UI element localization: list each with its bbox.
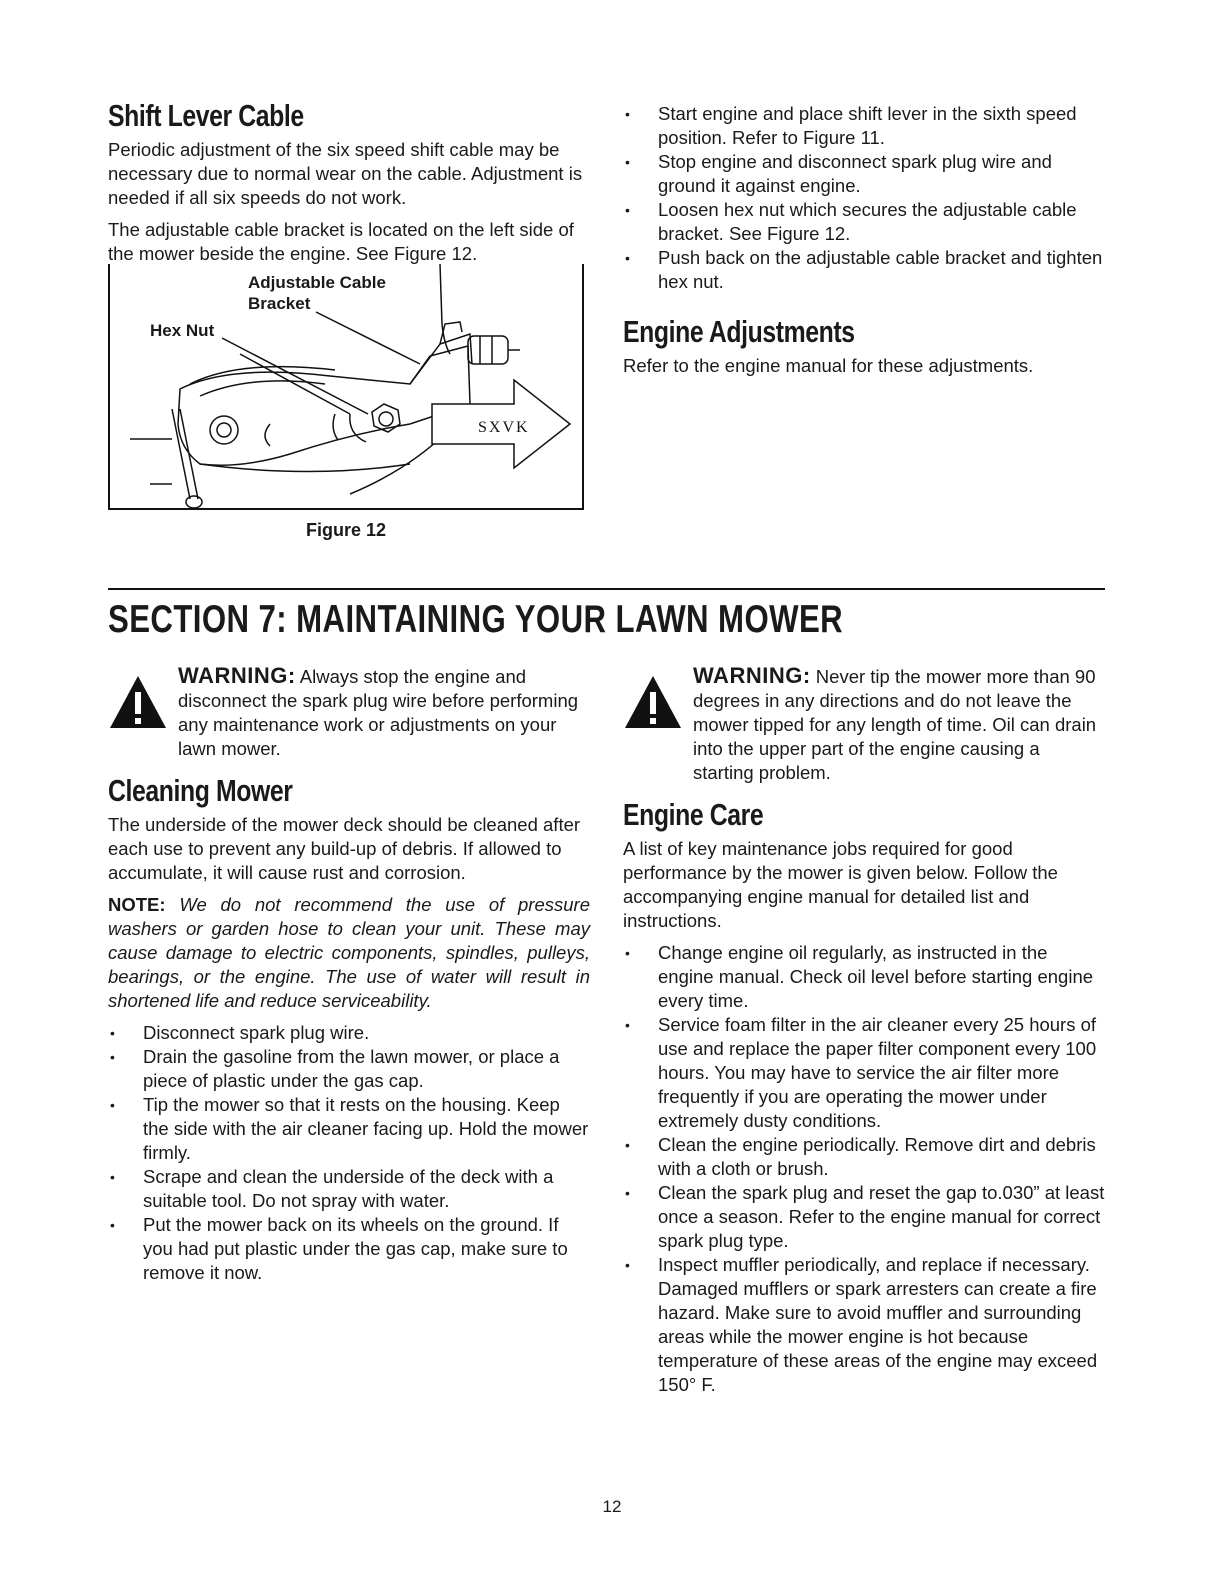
warning-triangle-icon (108, 674, 168, 730)
list-item: • Disconnect spark plug wire. (108, 1021, 590, 1045)
note-text: We do not recommend the use of pressure washers or garden hose to clean your unit. These may cause damage to electric components, spindles, pulleys, bearings, or the engine. The use of water will result in shortened life and reduce serviceability. (108, 894, 590, 1011)
warning-right (623, 664, 1105, 785)
label-hex-nut: Hex Nut (150, 321, 215, 340)
list-item: • Start engine and place shift lever in the sixth speed position. Refer to Figure 11. (623, 102, 1105, 150)
engine-care-heading: Engine Care (623, 797, 764, 832)
shift-steps-section (623, 102, 1105, 386)
section-title: SECTION 7: MAINTAINING YOUR LAWN MOWER (108, 598, 844, 641)
note-label: NOTE: (108, 894, 166, 915)
shift-cable-para2: The adjustable cable bracket is located on the left side of the mower beside the engine. See Figure 12. (108, 219, 574, 264)
section-divider (108, 588, 1105, 590)
label-adjustable-cable-bracket: Adjustable Cable Bracket (248, 273, 386, 313)
engine-care-list (623, 941, 1105, 1397)
figure-caption: Figure 12 (305, 520, 387, 540)
shift-steps-list (623, 102, 1105, 294)
list-item: • Put the mower back on its wheels on the ground. If you had put plastic under the gas cap, make sure to remove it now. (108, 1213, 590, 1285)
list-item: • Scrape and clean the underside of the deck with a suitable tool. Do not spray with water. (108, 1165, 590, 1213)
figure-12 (108, 264, 584, 510)
engine-adjustments-text: Refer to the engine manual for these adjustments. (623, 355, 1034, 376)
warning-text: Always stop the engine and disconnect the spark plug wire before performing any maintenance work or adjustments on your lawn mower. (178, 666, 579, 759)
right-lower-column (623, 664, 1105, 1397)
shift-cable-heading: Shift Lever Cable (108, 98, 304, 133)
page-number: 12 (602, 1497, 622, 1516)
list-item: • Push back on the adjustable cable bracket and tighten hex nut. (623, 246, 1105, 294)
list-item: • Clean the spark plug and reset the gap to.030” at least once a season. Refer to the engine manual for correct spark plug type. (623, 1181, 1105, 1253)
list-item: • Stop engine and disconnect spark plug wire and ground it against engine. (623, 150, 1105, 198)
warning-label: WARNING: (178, 663, 296, 688)
list-item: • Clean the engine periodically. Remove dirt and debris with a cloth or brush. (623, 1133, 1105, 1181)
list-item: • Inspect muffler periodically, and replace if necessary. Damaged mufflers or spark arresters can create a fire hazard. Make sure to avoid muffler and surrounding areas while the mower engine is hot because temperature of these areas of the engine may exceed 150° F. (623, 1253, 1105, 1397)
warning-triangle-icon (623, 674, 683, 730)
arrow-text: SXVK (478, 419, 530, 436)
shift-cable-para1: Periodic adjustment of the six speed shift cable may be necessary due to normal wear on the cable. Adjustment is needed if all six speeds do not work. (108, 139, 583, 208)
list-item: • Drain the gasoline from the lawn mower, or place a piece of plastic under the gas cap. (108, 1045, 590, 1093)
shift-cable-section (108, 98, 584, 274)
list-item: • Tip the mower so that it rests on the housing. Keep the side with the air cleaner facing up. Hold the mower firmly. (108, 1093, 590, 1165)
warning-left (108, 664, 590, 761)
engine-care-para: A list of key maintenance jobs required for good performance by the mower is given below. Follow the accompanying engine manual for detailed list and instructions. (623, 838, 1058, 931)
cleaning-heading: Cleaning Mower (108, 773, 293, 808)
left-lower-column (108, 664, 590, 1285)
list-item: • Service foam filter in the air cleaner every 25 hours of use and replace the paper filter component every 100 hours. You may have to service the air filter more frequently if you are operating the mower under extremely dusty conditions. (623, 1013, 1105, 1133)
cleaning-steps-list (108, 1021, 590, 1285)
cleaning-note (108, 893, 590, 1013)
warning-text: Never tip the mower more than 90 degrees in any directions and do not leave the mower tipped for any length of time. Oil can drain into the upper part of the engine causing a starting problem. (693, 666, 1097, 783)
engine-adjustments-heading: Engine Adjustments (623, 314, 855, 349)
warning-label: WARNING: (693, 663, 811, 688)
cleaning-para: The underside of the mower deck should be cleaned after each use to prevent any build-up of debris. If allowed to accumulate, it will cause rust and corrosion. (108, 814, 581, 883)
list-item: • Loosen hex nut which secures the adjustable cable bracket. See Figure 12. (623, 198, 1105, 246)
list-item: • Change engine oil regularly, as instructed in the engine manual. Check oil level before starting engine every time. (623, 941, 1105, 1013)
